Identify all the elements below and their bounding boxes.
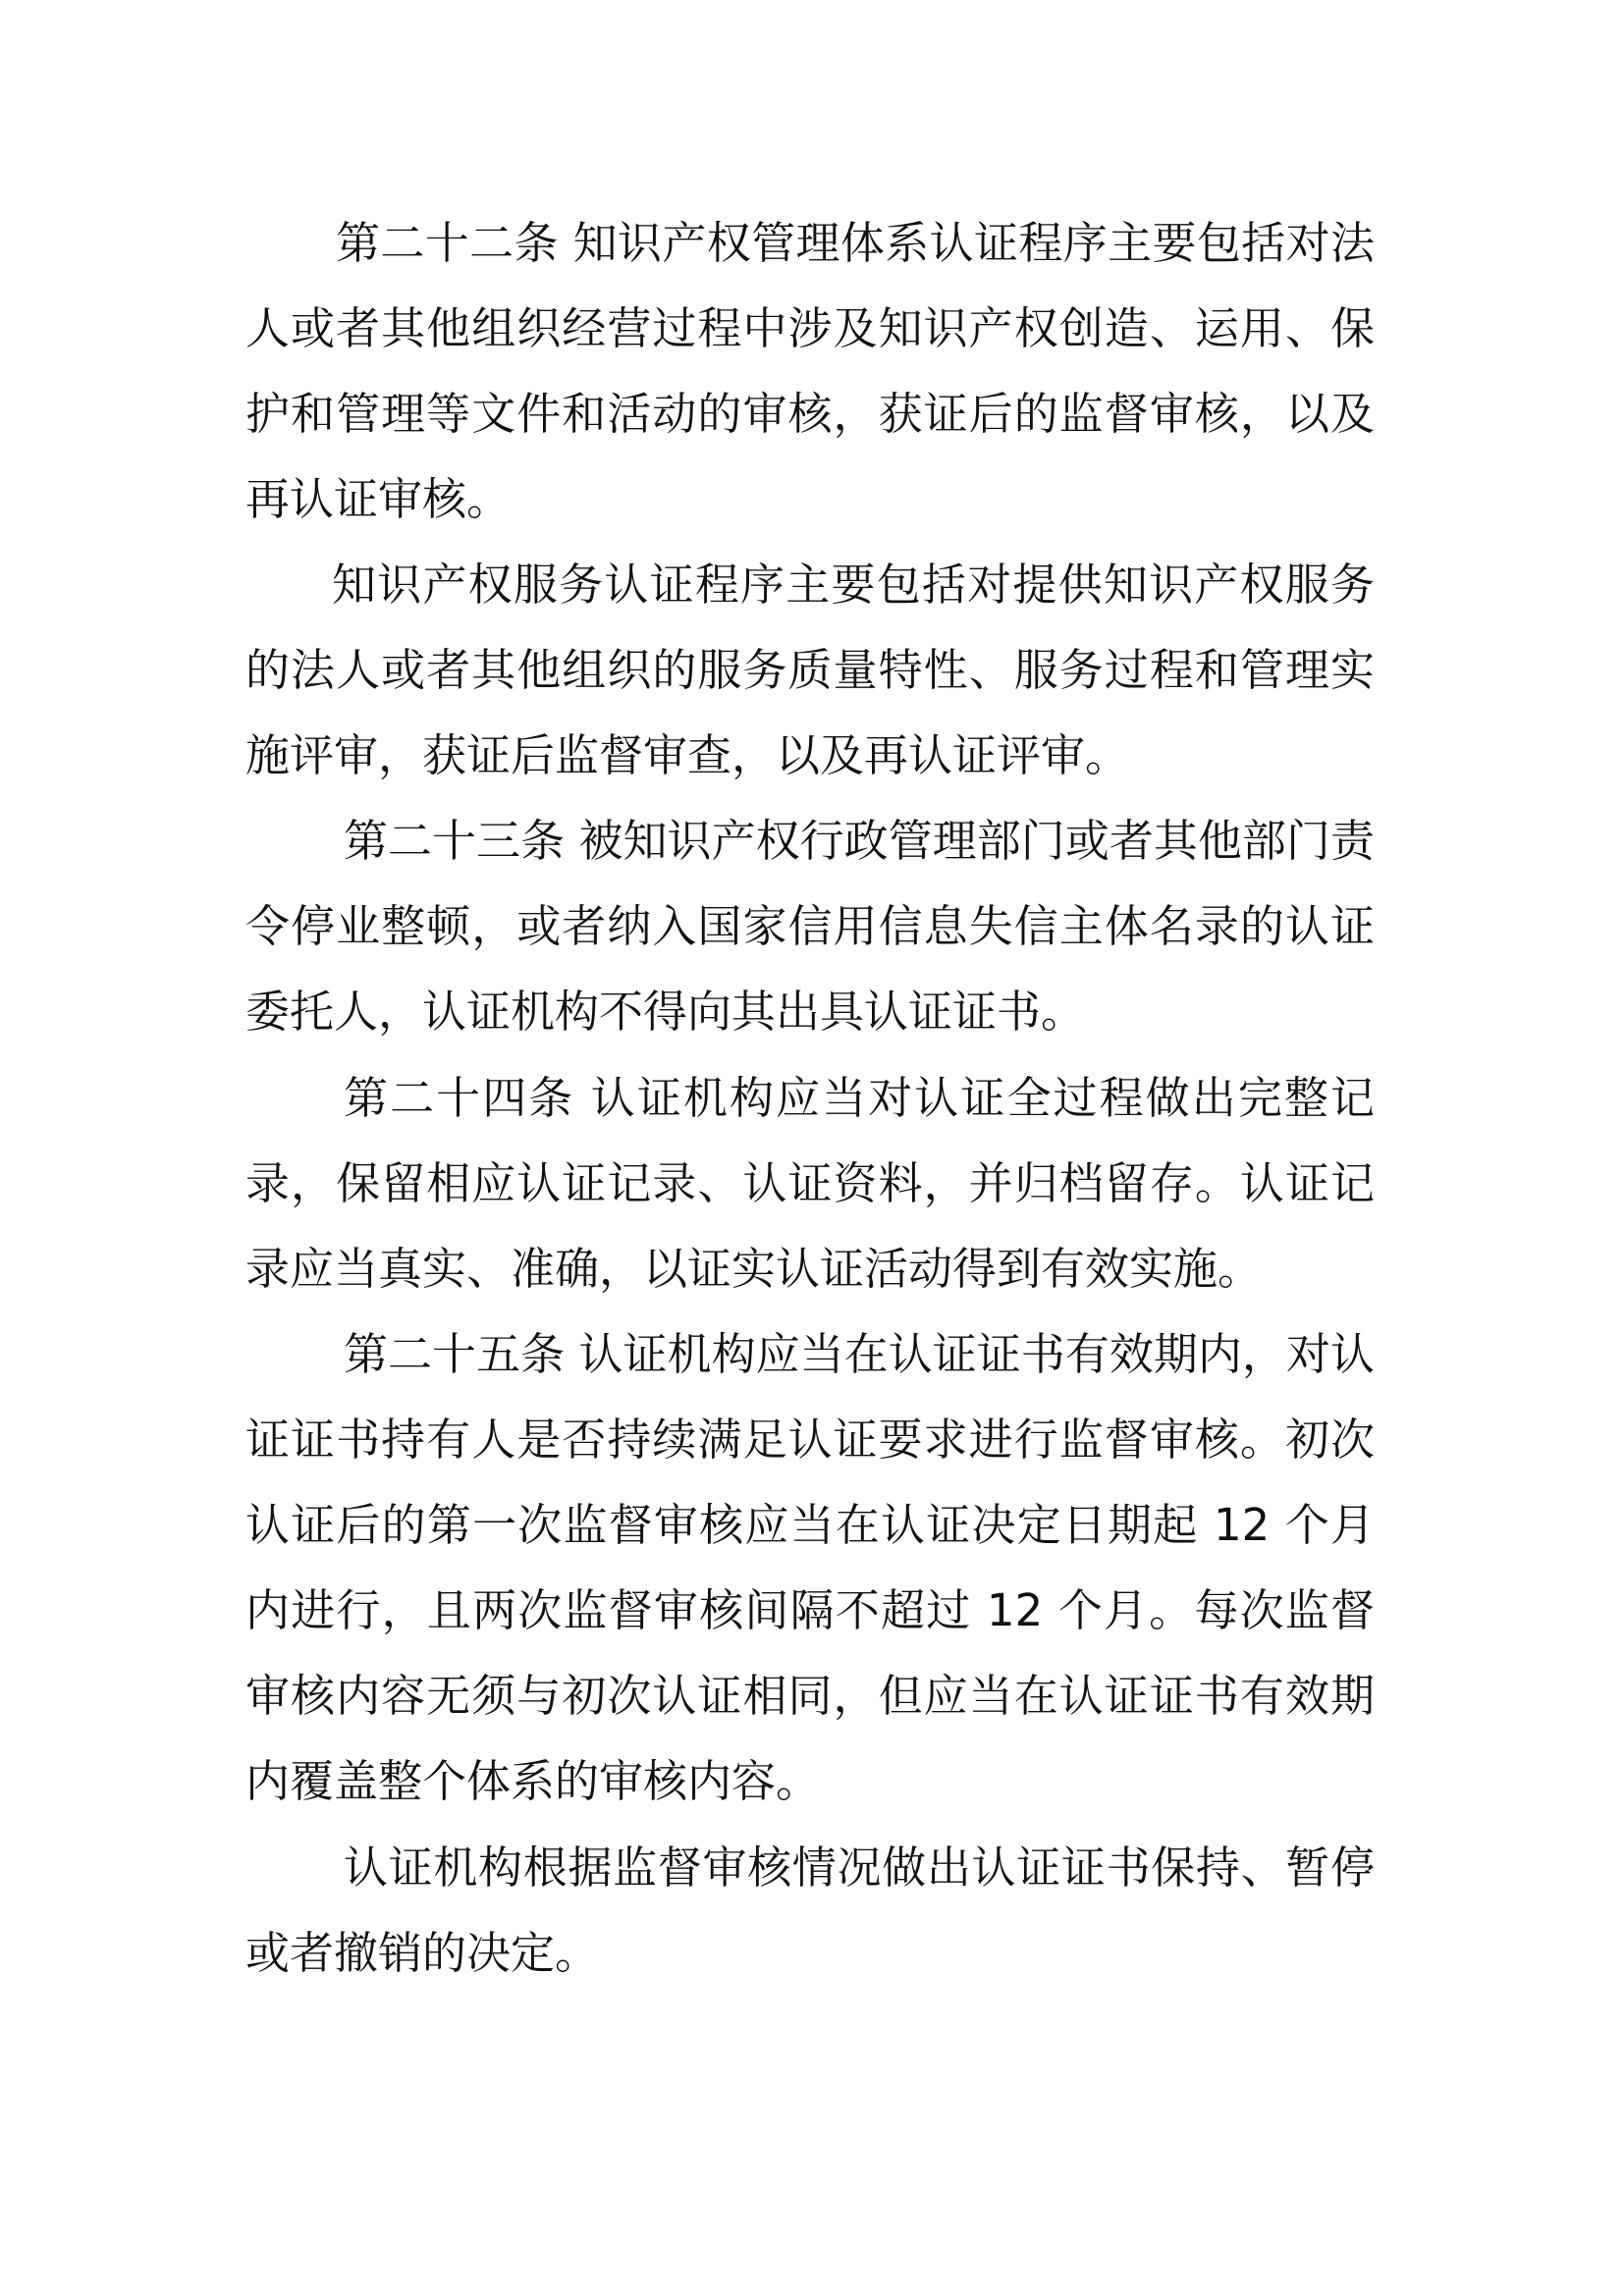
paragraph-article-22: 第二十二条 知识产权管理体系认证程序主要包括对法人或者其他组织经营过程中涉及知识产权创造、运用、保护和管理等文件和活动的审核，获证后的监督审核，以及再认证审核。 — [245, 217, 1375, 525]
paragraph-article-24: 第二十四条 认证机构应当对认证全过程做出完整记录，保留相应认证记录、认证资料，并归档留存。认证记录应当真实、准确，以证实认证活动得到有效实施。 — [245, 1072, 1375, 1295]
paragraph-ip-service-certification: 知识产权服务认证程序主要包括对提供知识产权服务的法人或者其他组织的服务质量特性、服务过程和管理实施评审，获证后监督审查，以及再认证评审。 — [245, 559, 1375, 781]
paragraph-article-25: 第二十五条 认证机构应当在认证证书有效期内，对认证证书持有人是否持续满足认证要求进行监督审核。初次认证后的第一次监督审核应当在认证决定日期起 12 个月内进行，且两次监督审核间隔不超过 12 个月。每次监督审核内容无须与初次认证相同，但应当在认证证书有效期内覆盖整个体系的审核内容。 — [245, 1328, 1375, 1807]
paragraph-supervision-decision: 认证机构根据监督审核情况做出认证证书保持、暂停或者撤销的决定。 — [245, 1842, 1375, 1979]
paragraph-article-23: 第二十三条 被知识产权行政管理部门或者其他部门责令停业整顿，或者纳入国家信用信息失信主体名录的认证委托人，认证机构不得向其出具认证证书。 — [245, 815, 1375, 1038]
